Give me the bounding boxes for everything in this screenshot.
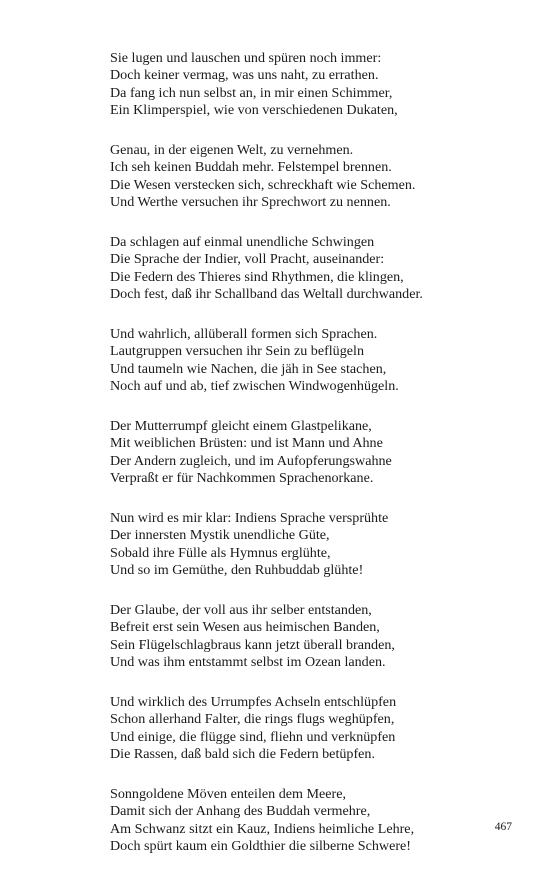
- verse-line: Schon allerhand Falter, die rings flugs weghüpfen,: [110, 711, 395, 728]
- verse-line: Noch auf und ab, tief zwischen Windwogenhügeln.: [110, 377, 399, 394]
- verse-line: Und taumeln wie Nachen, die jäh in See stachen,: [110, 360, 387, 377]
- verse-line: Lautgruppen versuchen ihr Sein zu beflügeln: [110, 343, 364, 360]
- stanza-5: [110, 418, 530, 487]
- verse-line: Der Mutterrumpf gleicht einem Glastpelikane,: [110, 418, 372, 434]
- verse-line: Am Schwanz sitzt ein Kauz, Indiens heimliche Lehre,: [110, 820, 415, 837]
- verse-line: Und einige, die flügge sind, fliehn und verknüpfen: [110, 728, 396, 745]
- stanza-8: [110, 694, 530, 763]
- verse-line: Ein Klimperspiel, wie von verschiedenen Dukaten,: [110, 101, 398, 118]
- verse-line: Damit sich der Anhang des Buddah vermehre,: [110, 803, 371, 820]
- poem-body: [110, 50, 530, 878]
- verse-line: Ich seh keinen Buddah mehr. Felstempel brennen.: [110, 159, 392, 176]
- verse-line: Der innersten Mystik unendliche Güte,: [110, 527, 330, 544]
- verse-line: Die Rassen, daß bald sich die Federn betüpfen.: [110, 745, 375, 762]
- verse-line: Sobald ihre Fülle als Hymnus erglühte,: [110, 544, 331, 561]
- verse-line: Doch fest, daß ihr Schallband das Weltall durchwander.: [110, 285, 423, 302]
- verse-line: Da schlagen auf einmal unendliche Schwingen: [110, 234, 375, 250]
- verse-line: Der Andern zugleich, und im Aufopferungswahne: [110, 452, 392, 469]
- verse-line: Doch keiner vermag, was uns naht, zu errathen.: [110, 67, 379, 84]
- verse-line: Und so im Gemüthe, den Ruhbuddab glühte!: [110, 561, 364, 578]
- verse-line: Und was ihm entstammt selbst im Ozean landen.: [110, 653, 386, 670]
- stanza-9: [110, 786, 530, 855]
- stanza-4: [110, 326, 530, 395]
- stanza-6: [110, 510, 530, 579]
- page-number: 467: [494, 821, 512, 833]
- verse-line: Doch spürt kaum ein Goldthier die silberne Schwere!: [110, 837, 411, 854]
- stanza-1: [110, 50, 530, 119]
- stanza-7: [110, 602, 530, 671]
- verse-line: Die Federn des Thieres sind Rhythmen, die klingen,: [110, 268, 404, 285]
- verse-line: Und Werthe versuchen ihr Sprechwort zu nennen.: [110, 193, 391, 210]
- stanza-2: [110, 142, 530, 211]
- verse-line: Der Glaube, der voll aus ihr selber entstanden,: [110, 602, 372, 618]
- verse-line: Sie lugen und lauschen und spüren noch immer:: [110, 50, 382, 66]
- stanza-3: [110, 234, 530, 303]
- verse-line: Da fang ich nun selbst an, in mir einen Schimmer,: [110, 84, 393, 101]
- verse-line: Sonngoldene Möven enteilen dem Meere,: [110, 786, 347, 802]
- verse-line: Und wahrlich, allüberall formen sich Sprachen.: [110, 326, 378, 342]
- verse-line: Die Wesen verstecken sich, schreckhaft wie Schemen.: [110, 176, 416, 193]
- verse-line: Genau, in der eigenen Welt, zu vernehmen.: [110, 142, 354, 158]
- verse-line: Befreit erst sein Wesen aus heimischen Banden,: [110, 619, 380, 636]
- verse-line: Und wirklich des Urrumpfes Achseln entschlüpfen: [110, 694, 397, 710]
- verse-line: Die Sprache der Indier, voll Pracht, auseinander:: [110, 251, 385, 268]
- verse-line: Sein Flügelschlagbraus kann jetzt überall branden,: [110, 636, 395, 653]
- verse-line: Mit weiblichen Brüsten: und ist Mann und Ahne: [110, 435, 383, 452]
- verse-line: Verpraßt er für Nachkommen Sprachenorkane.: [110, 469, 374, 486]
- verse-line: Nun wird es mir klar: Indiens Sprache versprühte: [110, 510, 389, 526]
